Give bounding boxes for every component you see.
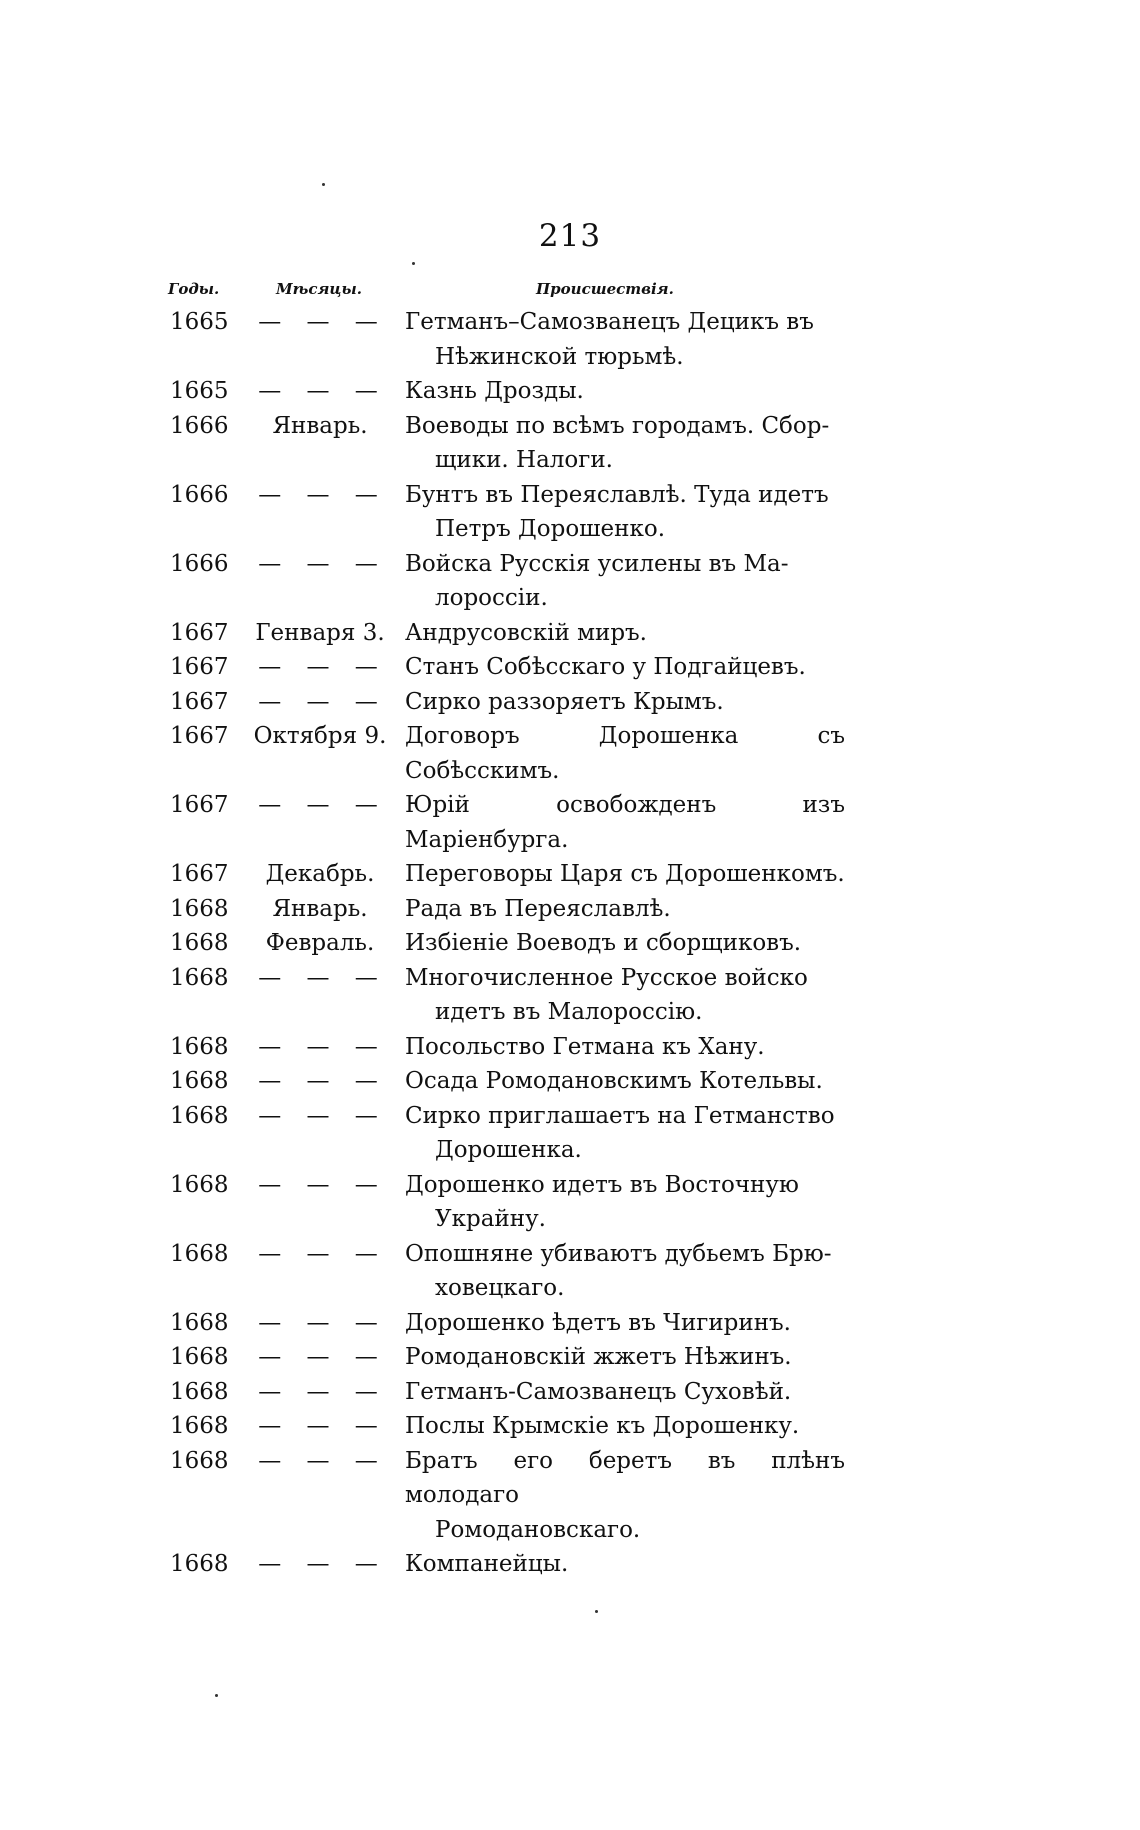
row-event <box>405 1547 845 1582</box>
row-month: Январь. <box>272 895 368 922</box>
row-month: Октября 9. <box>253 723 387 749</box>
table-row <box>0 478 1140 547</box>
row-event <box>405 1444 845 1548</box>
row-event <box>405 1064 845 1099</box>
row-year: 1666 <box>170 550 229 577</box>
row-month: — — — <box>258 1447 382 1474</box>
table-row <box>0 547 1140 616</box>
row-month: — — — <box>258 481 382 508</box>
row-year: 1668 <box>170 1447 229 1474</box>
row-month: — — — <box>258 654 382 680</box>
row-month: — — — <box>258 1551 382 1577</box>
row-year: 1668 <box>170 1413 229 1439</box>
row-year: 1668 <box>170 1240 229 1267</box>
row-event <box>405 409 845 478</box>
row-month: — — — <box>258 309 382 335</box>
row-year: 1668 <box>170 1171 229 1198</box>
row-event-continuation: щики. Налоги. <box>435 447 613 473</box>
row-year: 1667 <box>170 792 229 818</box>
row-event-text: Дорошенко идетъ въ Восточную <box>405 1171 799 1198</box>
table-row <box>0 650 1140 685</box>
row-event <box>405 857 845 892</box>
row-event <box>405 719 845 788</box>
row-event-text: Послы Крымскіе къ Дорошенку. <box>405 1413 800 1439</box>
row-event <box>405 1237 845 1306</box>
table-row <box>0 409 1140 478</box>
table-row <box>0 374 1140 409</box>
row-event-text: Андрусовскій миръ. <box>405 619 647 646</box>
row-year: 1667 <box>170 688 229 715</box>
row-year: 1667 <box>170 654 229 680</box>
row-event-continuation: Украйну. <box>435 1206 546 1232</box>
header-event: Происшествія. <box>536 280 674 298</box>
row-year: 1668 <box>170 1344 229 1370</box>
table-row <box>0 857 1140 892</box>
row-month: Январь. <box>272 412 368 439</box>
row-month: — — — <box>258 1344 382 1370</box>
row-event-text: Сирко раззоряетъ Крымъ. <box>405 688 724 715</box>
row-event <box>405 926 845 961</box>
scan-speck <box>322 183 325 186</box>
row-event <box>405 892 845 927</box>
row-month: — — — <box>258 378 382 404</box>
row-event <box>405 1409 845 1444</box>
row-month: — — — <box>258 1068 382 1094</box>
row-event <box>405 961 845 1030</box>
row-event-continuation: лороссіи. <box>435 585 548 611</box>
row-year: 1666 <box>170 481 229 508</box>
table-row <box>0 961 1140 1030</box>
row-month: — — — <box>258 1102 382 1129</box>
row-month: — — — <box>258 792 382 818</box>
row-month: — — — <box>258 1171 382 1198</box>
row-month: — — — <box>258 1309 382 1336</box>
scan-speck <box>595 1610 598 1613</box>
row-month: — — — <box>258 688 382 715</box>
table-row <box>0 1064 1140 1099</box>
table-row <box>0 788 1140 857</box>
row-month: — — — <box>258 1033 382 1060</box>
table-row <box>0 1099 1140 1168</box>
row-event-text: Дорошенко ѣдетъ въ Чигиринъ. <box>405 1309 791 1336</box>
row-year: 1668 <box>170 1551 229 1577</box>
row-event-text: Казнь Дрозды. <box>405 378 584 404</box>
table-row <box>0 1030 1140 1065</box>
row-event-text: Многочисленное Русское войско <box>405 964 808 991</box>
scan-speck <box>215 1694 218 1697</box>
row-event-text: Договоръ Дорошенка съ Собѣсскимъ. <box>405 723 845 784</box>
row-event-text: Гетманъ-Самозванецъ Суховѣй. <box>405 1378 792 1405</box>
table-row <box>0 1375 1140 1410</box>
row-month: — — — <box>258 1378 382 1405</box>
row-month: — — — <box>258 1413 382 1439</box>
row-event <box>405 1168 845 1237</box>
row-event-text: Опошняне убиваютъ дубьемъ Брю- <box>405 1240 832 1267</box>
page-number: 213 <box>538 218 602 254</box>
row-event <box>405 616 845 651</box>
row-event-text: Ромодановскій жжетъ Нѣжинъ. <box>405 1344 792 1370</box>
row-event-text: Посольство Гетмана къ Хану. <box>405 1033 765 1060</box>
table-row <box>0 1306 1140 1341</box>
row-year: 1665 <box>170 378 229 404</box>
row-event-text: Бунтъ въ Переяславлѣ. Туда идетъ <box>405 481 829 508</box>
row-event-text: Воеводы по всѣмъ городамъ. Сбор- <box>405 412 830 439</box>
row-month: Декабрь. <box>265 861 375 887</box>
row-event <box>405 685 845 720</box>
row-event-continuation: ховецкаго. <box>435 1275 565 1301</box>
row-event <box>405 1375 845 1410</box>
row-event-text: Осада Ромодановскимъ Котельвы. <box>405 1068 823 1094</box>
row-event-text: Станъ Собѣсскаго у Подгайцевъ. <box>405 654 806 680</box>
row-event-text: Избіеніе Воеводъ и сборщиковъ. <box>405 930 802 956</box>
table-row <box>0 1340 1140 1375</box>
row-event-text: Гетманъ–Самозванецъ Децикъ въ <box>405 309 814 335</box>
row-event <box>405 1306 845 1341</box>
row-event-text: Сирко приглашаетъ на Гетманство <box>405 1102 835 1129</box>
row-year: 1665 <box>170 309 229 335</box>
row-event <box>405 1340 845 1375</box>
row-month: — — — <box>258 964 382 991</box>
row-month: Генваря 3. <box>255 619 385 646</box>
table-row <box>0 926 1140 961</box>
row-event-continuation: Ромодановскаго. <box>435 1516 641 1543</box>
row-event-continuation: Нѣжинской тюрьмѣ. <box>435 343 684 370</box>
row-event <box>405 305 845 374</box>
scan-speck <box>412 262 415 265</box>
row-year: 1668 <box>170 895 229 922</box>
row-year: 1668 <box>170 1033 229 1060</box>
table-row <box>0 719 1140 788</box>
row-year: 1667 <box>170 861 229 887</box>
row-event-continuation: идетъ въ Малороссію. <box>435 999 703 1025</box>
row-event <box>405 1099 845 1168</box>
row-year: 1666 <box>170 412 229 439</box>
row-event-text: Переговоры Царя съ Дорошенкомъ. <box>405 861 845 887</box>
row-event-text: Войска Русскія усилены въ Ма- <box>405 550 789 577</box>
row-year: 1668 <box>170 1068 229 1094</box>
row-year: 1667 <box>170 723 229 749</box>
header-year: Годы. <box>168 280 220 298</box>
row-year: 1668 <box>170 930 229 956</box>
table-row <box>0 1237 1140 1306</box>
row-year: 1668 <box>170 1378 229 1405</box>
table-row <box>0 1409 1140 1444</box>
table-row <box>0 1547 1140 1582</box>
table-row <box>0 892 1140 927</box>
row-event <box>405 374 845 409</box>
row-year: 1668 <box>170 1102 229 1129</box>
row-month: — — — <box>258 550 382 577</box>
row-event-continuation: Петръ Дорошенко. <box>435 516 666 542</box>
row-month: Февраль. <box>265 930 375 956</box>
chronology-table <box>0 305 1140 1582</box>
row-event-text: Юрій освобожденъ изъ Маріенбурга. <box>405 792 845 853</box>
table-row <box>0 616 1140 651</box>
row-event-text: Рада въ Переяславлѣ. <box>405 895 671 922</box>
table-row <box>0 1168 1140 1237</box>
row-event <box>405 478 845 547</box>
table-row <box>0 1444 1140 1548</box>
row-month: — — — <box>258 1240 382 1267</box>
row-year: 1667 <box>170 619 229 646</box>
table-row <box>0 685 1140 720</box>
row-event-text: Компанейцы. <box>405 1551 569 1577</box>
row-event <box>405 788 845 857</box>
row-year: 1668 <box>170 1309 229 1336</box>
row-event <box>405 547 845 616</box>
row-year: 1668 <box>170 964 229 991</box>
row-event-continuation: Дорошенка. <box>435 1137 582 1163</box>
header-month: Мѣсяцы. <box>276 280 362 298</box>
table-row <box>0 305 1140 374</box>
row-event <box>405 650 845 685</box>
row-event <box>405 1030 845 1065</box>
row-event-text: Братъ его беретъ въ плѣнъ молодаго <box>405 1447 845 1508</box>
